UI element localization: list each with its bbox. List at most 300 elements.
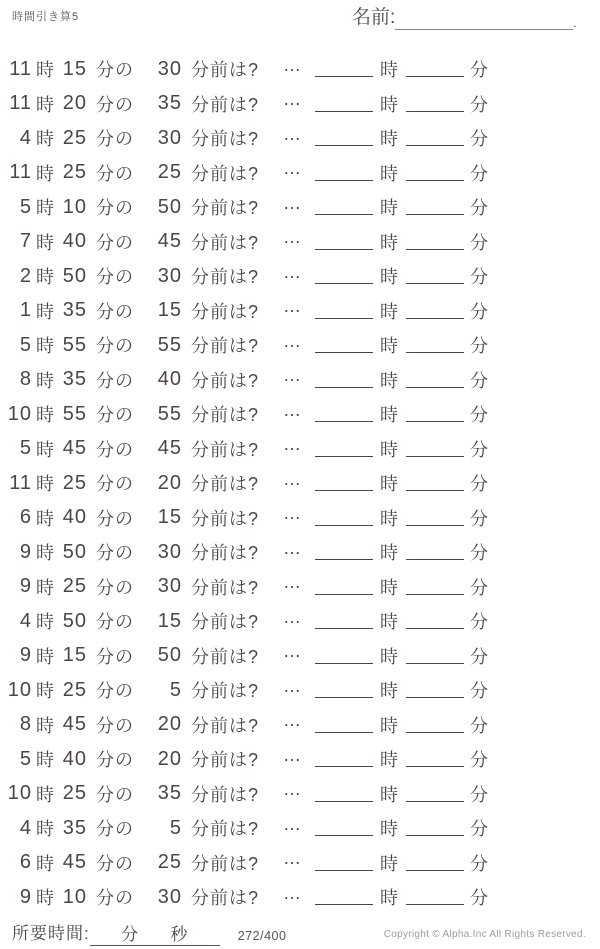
- problem-hour: 5: [19, 195, 32, 218]
- minute-no-label: 分の: [96, 198, 134, 219]
- problem-minute: 45: [62, 437, 87, 460]
- problem-row: [0, 190, 600, 225]
- problem-row: [0, 397, 600, 432]
- answer-minute-blank: [406, 259, 464, 284]
- minute-no-label: 分の: [96, 405, 134, 426]
- ellipsis: …: [283, 296, 302, 317]
- answer-minute-blank: [406, 846, 464, 871]
- before-question-label: 分前は?: [191, 60, 260, 81]
- problem-minute: 55: [62, 402, 87, 425]
- minute-no-label: 分の: [96, 474, 134, 495]
- problems-list: [0, 52, 600, 915]
- answer-hour-blank: [315, 742, 373, 767]
- problem-before-minutes: 35: [157, 92, 182, 115]
- before-question-label: 分前は?: [191, 232, 260, 253]
- hour-label: 時: [36, 853, 55, 874]
- ellipsis: …: [283, 641, 302, 662]
- minute-no-label: 分の: [96, 888, 134, 909]
- answer-hour-blank: [315, 121, 373, 146]
- problem-before-minutes: 15: [157, 506, 182, 529]
- before-question-label: 分前は?: [191, 94, 260, 115]
- problem-before-minutes: 25: [157, 851, 182, 874]
- problem-minute: 25: [62, 161, 87, 184]
- problem-minute: 45: [62, 851, 87, 874]
- problem-before-minutes: 20: [157, 471, 182, 494]
- answer-hour-blank: [315, 880, 373, 905]
- hour-label: 時: [36, 577, 55, 598]
- problem-row: [0, 742, 600, 777]
- answer-minute-blank: [406, 673, 464, 698]
- problem-before-minutes: 45: [157, 230, 182, 253]
- answer-hour-label: 時: [380, 129, 400, 150]
- problem-hour: 6: [19, 851, 32, 874]
- ellipsis: …: [283, 89, 302, 110]
- answer-hour-blank: [315, 328, 373, 353]
- minute-no-label: 分の: [96, 60, 134, 81]
- answer-minute-blank: [406, 294, 464, 319]
- hour-label: 時: [36, 819, 55, 840]
- ellipsis: …: [283, 710, 302, 731]
- before-question-label: 分前は?: [191, 129, 260, 150]
- answer-minute-label: 分: [470, 853, 490, 874]
- hour-label: 時: [36, 646, 55, 667]
- problem-row: [0, 604, 600, 639]
- answer-hour-label: 時: [380, 336, 400, 357]
- answer-minute-blank: [406, 87, 464, 112]
- problem-row: [0, 432, 600, 467]
- problem-hour: 9: [19, 540, 32, 563]
- problem-hour: 4: [19, 816, 32, 839]
- minute-no-label: 分の: [96, 543, 134, 564]
- minute-no-label: 分の: [96, 750, 134, 771]
- problem-hour: 5: [19, 747, 32, 770]
- answer-minute-label: 分: [470, 681, 490, 702]
- hour-label: 時: [36, 405, 55, 426]
- answer-hour-label: 時: [380, 163, 400, 184]
- answer-hour-label: 時: [380, 888, 400, 909]
- answer-hour-label: 時: [380, 267, 400, 288]
- answer-hour-label: 時: [380, 508, 400, 529]
- minute-no-label: 分の: [96, 129, 134, 150]
- minute-no-label: 分の: [96, 681, 134, 702]
- answer-minute-blank: [406, 535, 464, 560]
- problem-minute: 10: [62, 885, 87, 908]
- hour-label: 時: [36, 267, 55, 288]
- answer-minute-label: 分: [470, 474, 490, 495]
- problem-row: [0, 846, 600, 881]
- ellipsis: …: [283, 399, 302, 420]
- copyright-text: Copyright © Alpha.Inc All Rights Reserved.: [383, 929, 586, 940]
- answer-minute-blank: [406, 880, 464, 905]
- ellipsis: …: [283, 158, 302, 179]
- answer-minute-label: 分: [470, 232, 490, 253]
- answer-hour-blank: [315, 52, 373, 77]
- answer-hour-label: 時: [380, 819, 400, 840]
- name-input-line: [395, 7, 573, 30]
- answer-hour-label: 時: [380, 60, 400, 81]
- hour-label: 時: [36, 198, 55, 219]
- minute-no-label: 分の: [96, 784, 134, 805]
- minute-no-label: 分の: [96, 232, 134, 253]
- problem-minute: 20: [62, 92, 87, 115]
- problem-before-minutes: 30: [157, 575, 182, 598]
- problem-row: [0, 156, 600, 191]
- answer-minute-label: 分: [470, 129, 490, 150]
- answer-hour-blank: [315, 639, 373, 664]
- problem-before-minutes: 50: [157, 644, 182, 667]
- problem-hour: 7: [19, 230, 32, 253]
- answer-hour-blank: [315, 225, 373, 250]
- problem-minute: 50: [62, 540, 87, 563]
- before-question-label: 分前は?: [191, 267, 260, 288]
- hour-label: 時: [36, 232, 55, 253]
- answer-minute-label: 分: [470, 888, 490, 909]
- answer-minute-label: 分: [470, 646, 490, 667]
- problem-hour: 11: [9, 161, 32, 184]
- problem-minute: 55: [62, 333, 87, 356]
- problem-minute: 40: [62, 230, 87, 253]
- problem-hour: 8: [19, 368, 32, 391]
- answer-hour-label: 時: [380, 715, 400, 736]
- problem-row: [0, 52, 600, 87]
- answer-hour-label: 時: [380, 94, 400, 115]
- required-minutes-label: 分: [121, 925, 140, 944]
- hour-label: 時: [36, 163, 55, 184]
- worksheet-footer: [0, 912, 600, 946]
- answer-minute-label: 分: [470, 60, 490, 81]
- before-question-label: 分前は?: [191, 681, 260, 702]
- hour-label: 時: [36, 715, 55, 736]
- answer-hour-label: 時: [380, 198, 400, 219]
- answer-minute-label: 分: [470, 370, 490, 391]
- answer-minute-label: 分: [470, 715, 490, 736]
- problem-row: [0, 811, 600, 846]
- before-question-label: 分前は?: [191, 370, 260, 391]
- answer-minute-blank: [406, 777, 464, 802]
- problem-hour: 8: [19, 713, 32, 736]
- problem-row: [0, 294, 600, 329]
- problem-minute: 25: [62, 471, 87, 494]
- before-question-label: 分前は?: [191, 750, 260, 771]
- answer-minute-blank: [406, 742, 464, 767]
- problem-row: [0, 880, 600, 915]
- answer-minute-blank: [406, 328, 464, 353]
- problem-minute: 50: [62, 609, 87, 632]
- answer-hour-label: 時: [380, 543, 400, 564]
- answer-minute-label: 分: [470, 405, 490, 426]
- ellipsis: …: [283, 54, 302, 75]
- problem-before-minutes: 15: [157, 609, 182, 632]
- answer-hour-label: 時: [380, 681, 400, 702]
- problem-minute: 45: [62, 713, 87, 736]
- problem-hour: 5: [19, 333, 32, 356]
- answer-minute-label: 分: [470, 439, 490, 460]
- hour-label: 時: [36, 60, 55, 81]
- problem-before-minutes: 30: [157, 540, 182, 563]
- problem-minute: 10: [62, 195, 87, 218]
- minute-no-label: 分の: [96, 612, 134, 633]
- answer-hour-label: 時: [380, 405, 400, 426]
- problem-minute: 35: [62, 299, 87, 322]
- ellipsis: …: [283, 744, 302, 765]
- answer-hour-label: 時: [380, 646, 400, 667]
- answer-minute-blank: [406, 190, 464, 215]
- before-question-label: 分前は?: [191, 853, 260, 874]
- hour-label: 時: [36, 439, 55, 460]
- hour-label: 時: [36, 94, 55, 115]
- before-question-label: 分前は?: [191, 163, 260, 184]
- minute-no-label: 分の: [96, 301, 134, 322]
- problem-before-minutes: 30: [157, 57, 182, 80]
- problem-row: [0, 570, 600, 605]
- answer-hour-blank: [315, 156, 373, 181]
- answer-hour-blank: [315, 673, 373, 698]
- problem-row: [0, 225, 600, 260]
- before-question-label: 分前は?: [191, 301, 260, 322]
- problem-before-minutes: 30: [157, 126, 182, 149]
- answer-minute-label: 分: [470, 94, 490, 115]
- name-field: [352, 6, 577, 30]
- hour-label: 時: [36, 508, 55, 529]
- problem-before-minutes: 35: [157, 782, 182, 805]
- answer-hour-blank: [315, 294, 373, 319]
- answer-minute-label: 分: [470, 163, 490, 184]
- answer-hour-blank: [315, 259, 373, 284]
- problem-hour: 9: [19, 644, 32, 667]
- minute-no-label: 分の: [96, 439, 134, 460]
- required-time-label: 所要時間:: [12, 924, 90, 943]
- problem-minute: 25: [62, 678, 87, 701]
- problem-row: [0, 777, 600, 812]
- minute-no-label: 分の: [96, 853, 134, 874]
- answer-hour-blank: [315, 535, 373, 560]
- problem-hour: 9: [19, 575, 32, 598]
- before-question-label: 分前は?: [191, 439, 260, 460]
- required-seconds-label: 秒: [170, 925, 189, 944]
- problem-before-minutes: 50: [157, 195, 182, 218]
- problem-row: [0, 466, 600, 501]
- answer-minute-blank: [406, 466, 464, 491]
- answer-hour-label: 時: [380, 474, 400, 495]
- answer-hour-blank: [315, 708, 373, 733]
- hour-label: 時: [36, 750, 55, 771]
- ellipsis: …: [283, 537, 302, 558]
- before-question-label: 分前は?: [191, 715, 260, 736]
- problem-before-minutes: 40: [157, 368, 182, 391]
- hour-label: 時: [36, 681, 55, 702]
- worksheet-header: [0, 0, 600, 48]
- answer-minute-blank: [406, 708, 464, 733]
- before-question-label: 分前は?: [191, 336, 260, 357]
- before-question-label: 分前は?: [191, 646, 260, 667]
- before-question-label: 分前は?: [191, 612, 260, 633]
- answer-hour-label: 時: [380, 853, 400, 874]
- before-question-label: 分前は?: [191, 888, 260, 909]
- problem-hour: 11: [9, 57, 32, 80]
- answer-minute-label: 分: [470, 819, 490, 840]
- answer-minute-blank: [406, 363, 464, 388]
- problem-row: [0, 328, 600, 363]
- hour-label: 時: [36, 129, 55, 150]
- answer-minute-blank: [406, 639, 464, 664]
- answer-minute-blank: [406, 52, 464, 77]
- problem-hour: 11: [9, 92, 32, 115]
- problem-row: [0, 673, 600, 708]
- ellipsis: …: [283, 261, 302, 282]
- problem-minute: 25: [62, 782, 87, 805]
- minute-no-label: 分の: [96, 577, 134, 598]
- answer-minute-blank: [406, 570, 464, 595]
- problem-row: [0, 87, 600, 122]
- problem-minute: 50: [62, 264, 87, 287]
- problem-before-minutes: 20: [157, 747, 182, 770]
- minute-no-label: 分の: [96, 163, 134, 184]
- answer-minute-blank: [406, 397, 464, 422]
- minute-no-label: 分の: [96, 370, 134, 391]
- problem-before-minutes: 5: [169, 678, 182, 701]
- answer-minute-blank: [406, 604, 464, 629]
- problem-hour: 1: [19, 299, 32, 322]
- required-time-blank-line: [90, 922, 220, 946]
- problem-row: [0, 501, 600, 536]
- problem-row: [0, 363, 600, 398]
- ellipsis: …: [283, 227, 302, 248]
- problem-before-minutes: 55: [157, 402, 182, 425]
- problem-minute: 25: [62, 126, 87, 149]
- before-question-label: 分前は?: [191, 819, 260, 840]
- problem-before-minutes: 55: [157, 333, 182, 356]
- answer-hour-blank: [315, 777, 373, 802]
- hour-label: 時: [36, 784, 55, 805]
- problem-hour: 6: [19, 506, 32, 529]
- answer-minute-blank: [406, 811, 464, 836]
- answer-minute-label: 分: [470, 577, 490, 598]
- answer-minute-label: 分: [470, 612, 490, 633]
- problem-before-minutes: 25: [157, 161, 182, 184]
- ellipsis: …: [283, 468, 302, 489]
- hour-label: 時: [36, 474, 55, 495]
- problem-minute: 40: [62, 747, 87, 770]
- problem-hour: 5: [19, 437, 32, 460]
- problem-hour: 9: [19, 885, 32, 908]
- before-question-label: 分前は?: [191, 198, 260, 219]
- ellipsis: …: [283, 813, 302, 834]
- problem-hour: 4: [19, 126, 32, 149]
- ellipsis: …: [283, 572, 302, 593]
- answer-minute-label: 分: [470, 336, 490, 357]
- name-label: 名前:: [352, 7, 396, 28]
- hour-label: 時: [36, 612, 55, 633]
- answer-minute-blank: [406, 225, 464, 250]
- answer-minute-label: 分: [470, 784, 490, 805]
- problem-minute: 40: [62, 506, 87, 529]
- minute-no-label: 分の: [96, 819, 134, 840]
- problem-before-minutes: 30: [157, 885, 182, 908]
- answer-minute-label: 分: [470, 301, 490, 322]
- answer-minute-blank: [406, 156, 464, 181]
- answer-minute-label: 分: [470, 198, 490, 219]
- answer-minute-label: 分: [470, 508, 490, 529]
- problem-hour: 10: [7, 782, 32, 805]
- minute-no-label: 分の: [96, 715, 134, 736]
- ellipsis: …: [283, 434, 302, 455]
- hour-label: 時: [36, 370, 55, 391]
- progress-counter: 272/400: [237, 929, 287, 943]
- before-question-label: 分前は?: [191, 577, 260, 598]
- ellipsis: …: [283, 779, 302, 800]
- answer-hour-blank: [315, 87, 373, 112]
- problem-before-minutes: 20: [157, 713, 182, 736]
- ellipsis: …: [283, 848, 302, 869]
- problem-hour: 10: [7, 678, 32, 701]
- problem-hour: 4: [19, 609, 32, 632]
- problem-minute: 15: [62, 644, 87, 667]
- ellipsis: …: [283, 606, 302, 627]
- problem-hour: 2: [19, 264, 32, 287]
- problem-before-minutes: 15: [157, 299, 182, 322]
- problem-row: [0, 259, 600, 294]
- problem-row: [0, 535, 600, 570]
- answer-hour-blank: [315, 811, 373, 836]
- ellipsis: …: [283, 330, 302, 351]
- answer-hour-blank: [315, 466, 373, 491]
- problem-row: [0, 639, 600, 674]
- problem-row: [0, 121, 600, 156]
- hour-label: 時: [36, 543, 55, 564]
- problem-minute: 25: [62, 575, 87, 598]
- problem-before-minutes: 30: [157, 264, 182, 287]
- answer-minute-label: 分: [470, 267, 490, 288]
- answer-hour-label: 時: [380, 232, 400, 253]
- minute-no-label: 分の: [96, 508, 134, 529]
- before-question-label: 分前は?: [191, 405, 260, 426]
- answer-hour-label: 時: [380, 439, 400, 460]
- hour-label: 時: [36, 336, 55, 357]
- before-question-label: 分前は?: [191, 543, 260, 564]
- answer-hour-blank: [315, 604, 373, 629]
- answer-minute-blank: [406, 501, 464, 526]
- problem-before-minutes: 45: [157, 437, 182, 460]
- answer-hour-blank: [315, 190, 373, 215]
- answer-hour-blank: [315, 501, 373, 526]
- answer-hour-label: 時: [380, 577, 400, 598]
- minute-no-label: 分の: [96, 267, 134, 288]
- answer-hour-blank: [315, 397, 373, 422]
- ellipsis: …: [283, 882, 302, 903]
- problem-before-minutes: 5: [169, 816, 182, 839]
- problem-minute: 35: [62, 816, 87, 839]
- answer-minute-blank: [406, 432, 464, 457]
- problem-minute: 15: [62, 57, 87, 80]
- ellipsis: …: [283, 123, 302, 144]
- answer-hour-label: 時: [380, 784, 400, 805]
- minute-no-label: 分の: [96, 646, 134, 667]
- problem-hour: 11: [9, 471, 32, 494]
- ellipsis: …: [283, 192, 302, 213]
- name-line-period: .: [573, 16, 577, 30]
- problem-hour: 10: [7, 402, 32, 425]
- answer-hour-blank: [315, 363, 373, 388]
- before-question-label: 分前は?: [191, 508, 260, 529]
- problem-row: [0, 708, 600, 743]
- problem-minute: 35: [62, 368, 87, 391]
- minute-no-label: 分の: [96, 94, 134, 115]
- before-question-label: 分前は?: [191, 784, 260, 805]
- minute-no-label: 分の: [96, 336, 134, 357]
- answer-hour-blank: [315, 570, 373, 595]
- hour-label: 時: [36, 301, 55, 322]
- answer-hour-blank: [315, 432, 373, 457]
